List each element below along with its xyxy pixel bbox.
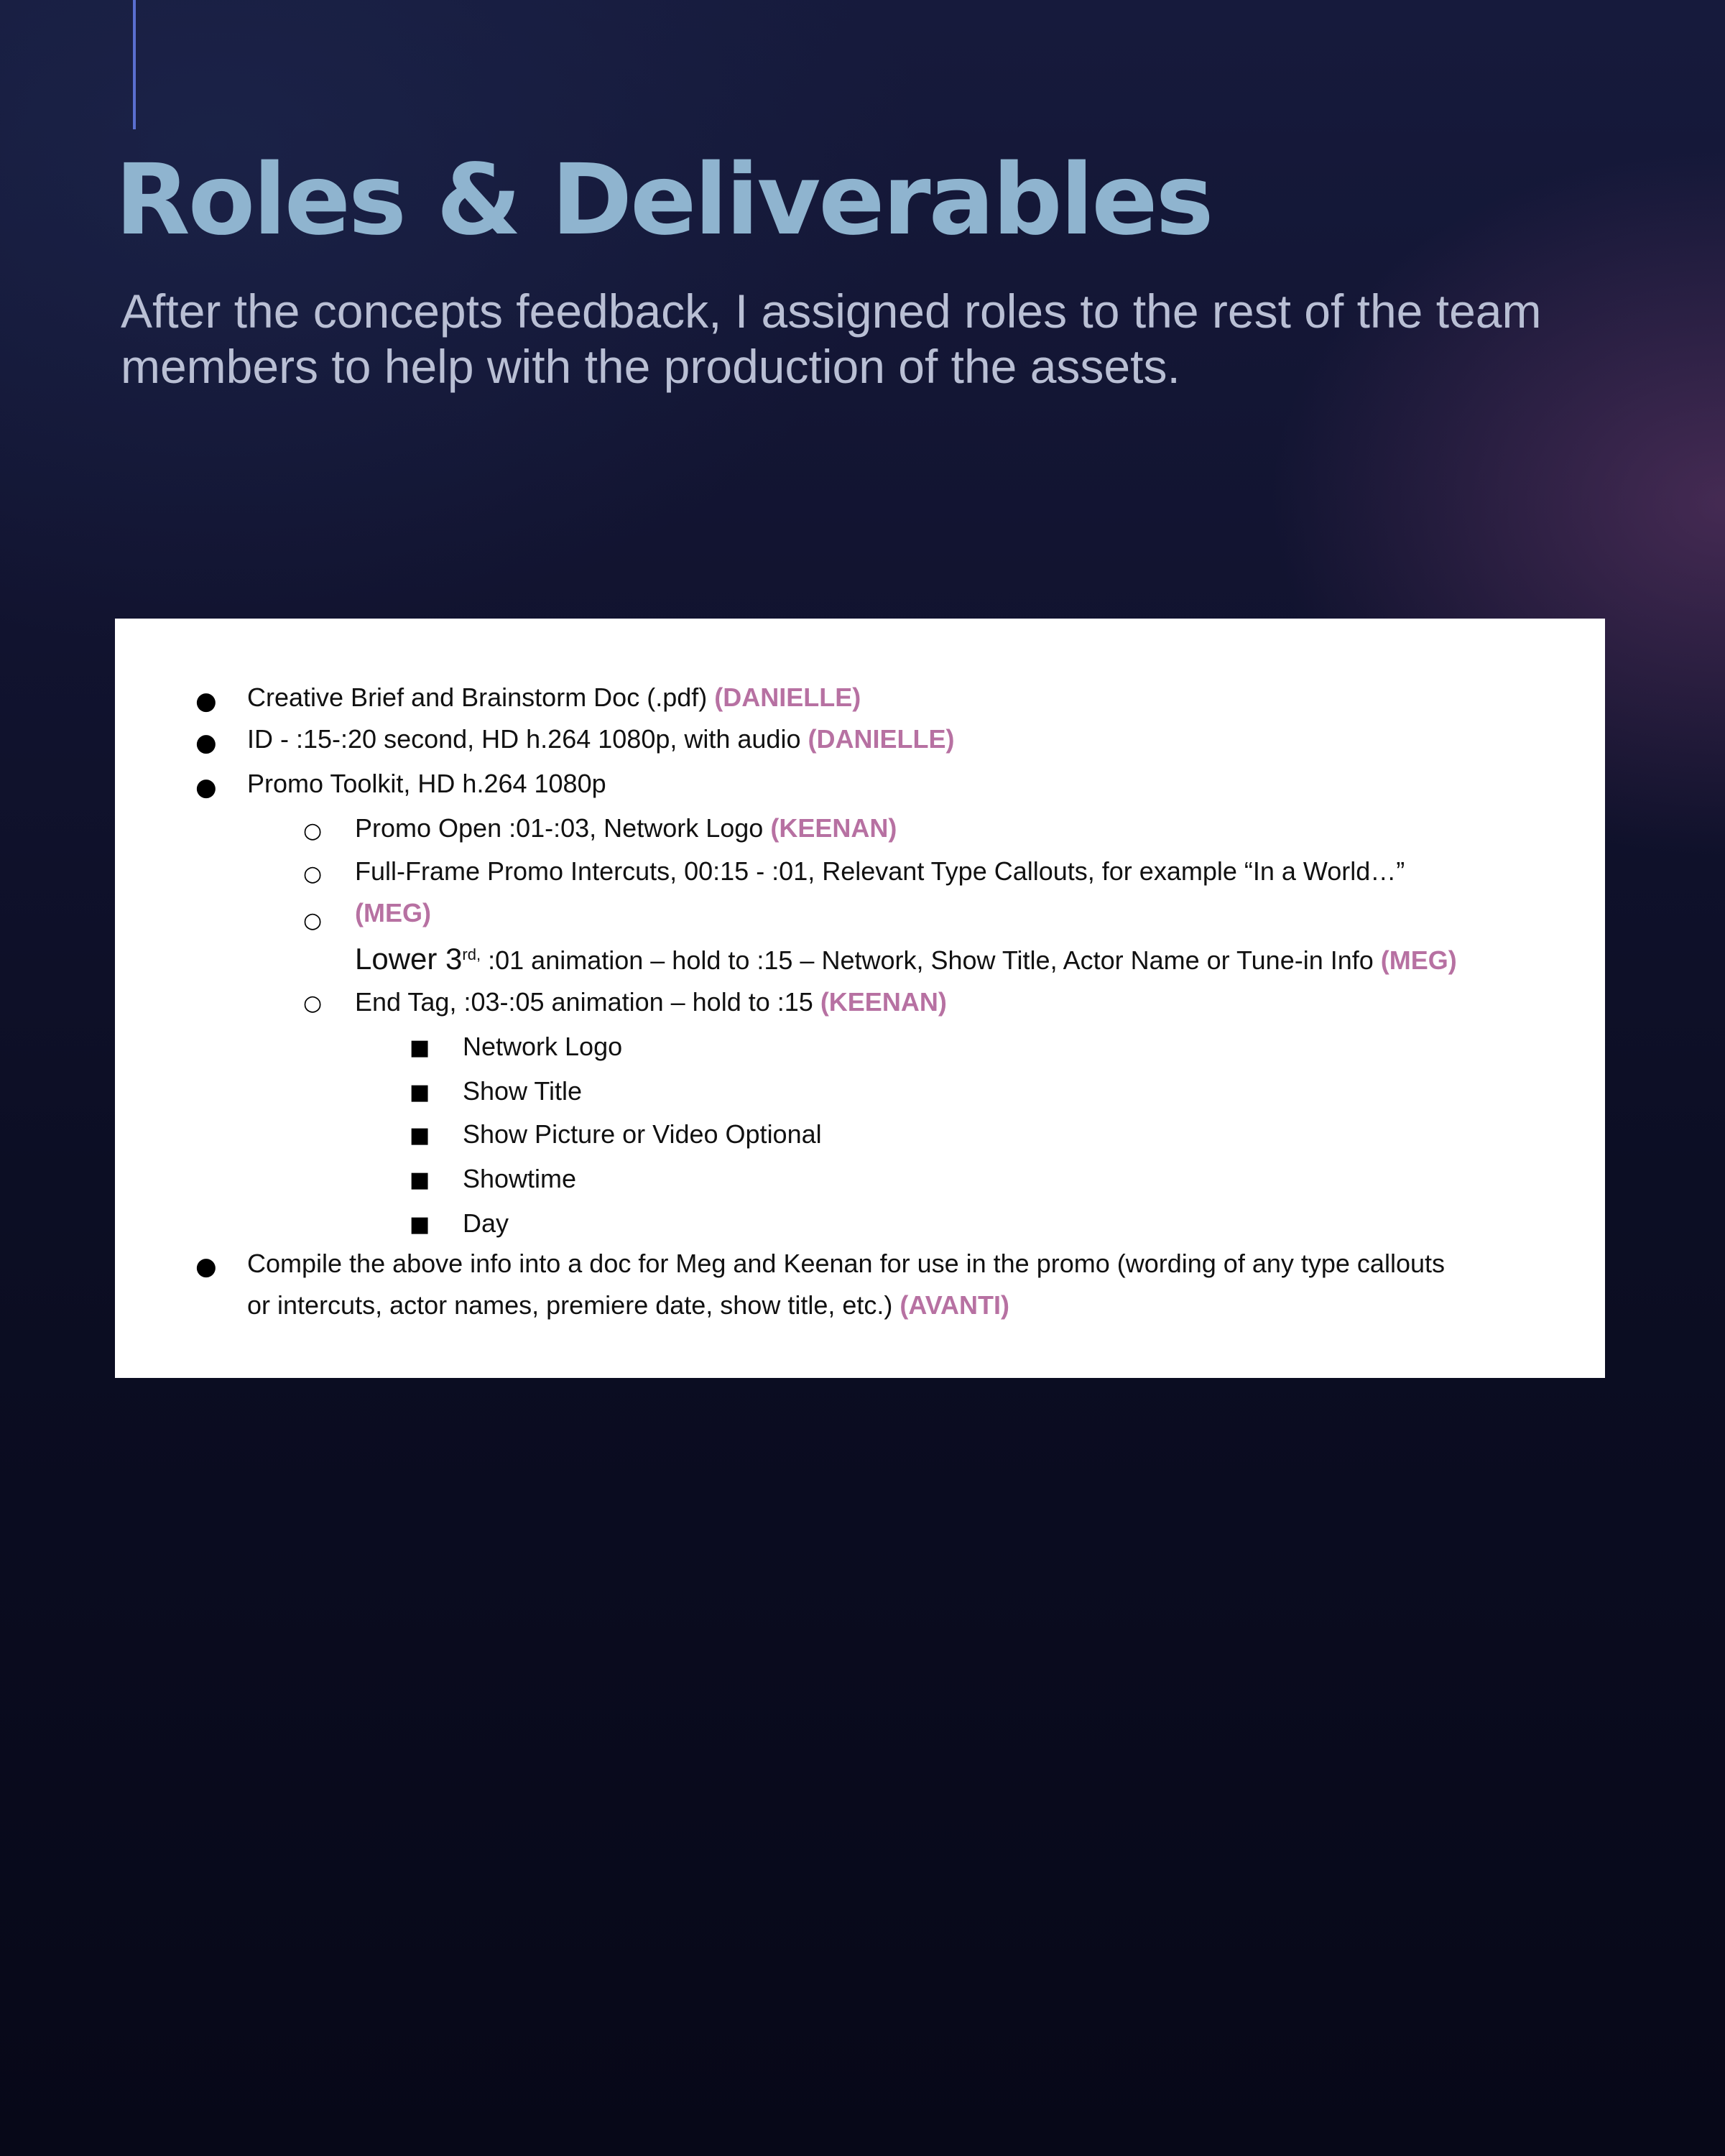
deliverable-text: Day <box>463 1208 509 1238</box>
assignee-tag: (AVANTI) <box>900 1290 1010 1320</box>
bullet-square: ■ <box>410 1123 430 1148</box>
bullet-circle: ○ <box>303 908 323 933</box>
deliverable-text: Creative Brief and Brainstorm Doc (.pdf) <box>247 683 708 712</box>
deliverable-subitem <box>355 986 947 1017</box>
assignee-tag: (KEENAN) <box>820 987 947 1017</box>
deliverable-item <box>247 682 861 713</box>
deliverable-superscript: rd, <box>462 945 481 963</box>
deliverable-subitem <box>355 813 897 843</box>
deliverable-text: Network Logo <box>463 1032 623 1061</box>
deliverable-subsubitem <box>463 1163 576 1194</box>
deliverable-text: Show Picture or Video Optional <box>463 1119 822 1149</box>
deliverable-subsubitem <box>463 1208 509 1239</box>
deliverable-text: ID - :15-:20 second, HD h.264 1080p, with audio <box>247 724 801 754</box>
bullet-square: ■ <box>410 1167 430 1193</box>
document-screenshot <box>115 619 1605 1378</box>
assignee-tag: (KEENAN) <box>770 813 897 843</box>
deliverable-subsubitem <box>463 1119 822 1149</box>
deliverable-text: Promo Open :01-:03, Network Logo <box>355 813 764 843</box>
deliverable-subsubitem <box>463 1031 622 1062</box>
deliverable-item <box>247 768 606 799</box>
deliverable-text: or intercuts, actor names, premiere date, show title, etc.) <box>247 1290 893 1320</box>
bullet-disc: ● <box>195 687 217 716</box>
page-title: Roles & Deliverables <box>115 144 1212 257</box>
bullet-disc: ● <box>195 773 217 802</box>
deliverable-text: Showtime <box>463 1164 577 1193</box>
deliverable-subitem-continued <box>355 897 431 928</box>
deliverable-item <box>247 1248 1445 1279</box>
deliverable-text: Promo Toolkit, HD h.264 1080p <box>247 769 606 798</box>
deliverable-text: :01 animation – hold to :15 – Network, Show Title, Actor Name or Tune-in Info <box>488 945 1374 975</box>
bullet-disc: ● <box>195 1252 217 1281</box>
page-subtitle: After the concepts feedback, I assigned roles to the rest of the team members to help with the production of the assets. <box>121 284 1542 393</box>
deliverable-text: End Tag, :03-:05 animation – hold to :15 <box>355 987 813 1017</box>
deliverable-text: Compile the above info into a doc for Meg and Keenan for use in the promo (wording of any type callouts <box>247 1249 1445 1278</box>
assignee-tag: (MEG) <box>355 898 431 927</box>
bullet-square: ■ <box>410 1035 430 1060</box>
bullet-square: ■ <box>410 1080 430 1105</box>
bullet-circle: ○ <box>303 991 323 1016</box>
deliverable-text: Show Title <box>463 1076 583 1106</box>
deliverable-item <box>247 723 954 754</box>
deliverable-subsubitem <box>463 1075 582 1106</box>
assignee-tag: (DANIELLE) <box>714 683 861 712</box>
bullet-circle: ○ <box>303 861 323 887</box>
accent-line <box>133 0 136 129</box>
deliverable-subitem <box>355 856 1405 887</box>
deliverable-lead: Lower 3 <box>355 942 463 976</box>
assignee-tag: (MEG) <box>1380 945 1457 975</box>
deliverable-text: Full-Frame Promo Intercuts, 00:15 - :01, Relevant Type Callouts, for example “In a World…” <box>355 856 1405 886</box>
bullet-square: ■ <box>410 1212 430 1237</box>
deliverable-subitem <box>355 941 1457 977</box>
bullet-disc: ● <box>195 728 217 757</box>
deliverable-item-continued <box>247 1290 1009 1320</box>
assignee-tag: (DANIELLE) <box>808 724 955 754</box>
bullet-circle: ○ <box>303 818 323 843</box>
